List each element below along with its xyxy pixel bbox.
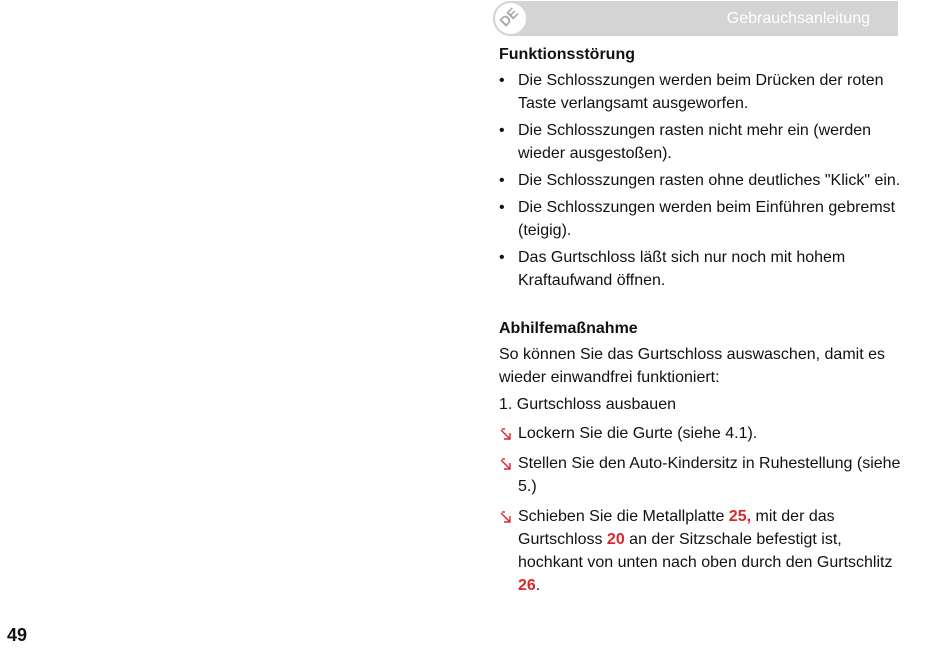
list-item: • Die Schlosszungen werden beim Einführen gebremst (teigig).	[499, 196, 904, 242]
part-reference-25: 25,	[728, 508, 752, 525]
action-text-part: .	[535, 577, 541, 594]
action-item	[499, 452, 904, 498]
malfunction-section	[499, 46, 904, 292]
malfunction-heading: Funktionsstörung	[499, 46, 635, 63]
language-badge	[493, 1, 528, 36]
header-bar	[493, 1, 898, 36]
malfunction-list	[499, 69, 904, 292]
remedy-heading: Abhilfemaßnahme	[499, 320, 638, 337]
action-text-part: mit der das Gurtschloss	[518, 508, 835, 548]
action-text: Lockern Sie die Gurte (siehe 4.1).	[518, 425, 758, 442]
step-heading: 1. Gurtschloss ausbauen	[499, 396, 676, 413]
list-item: • Die Schlosszungen rasten ohne deutliches "Klick" ein.	[499, 169, 904, 192]
action-item	[499, 505, 904, 597]
remedy-intro: So können Sie das Gurtschloss auswaschen, damit es wieder einwandfrei funktioniert:	[499, 346, 885, 386]
action-item	[499, 422, 904, 445]
language-badge-label: DE	[496, 4, 522, 30]
page-number: 49	[7, 625, 28, 645]
list-item: • Die Schlosszungen werden beim Drücken der roten Taste verlangsamt ausgeworfen.	[499, 69, 904, 115]
page-content	[499, 46, 904, 604]
arrow-down-right-icon	[499, 426, 515, 442]
action-text-part: an der Sitzschale befestigt ist, hochkant von unten nach oben durch den Gurtschlitz	[518, 531, 893, 571]
list-item: • Die Schlosszungen rasten nicht mehr ein (werden wieder ausgestoßen).	[499, 119, 904, 165]
action-text: Stellen Sie den Auto-Kindersitz in Ruhestellung (siehe 5.)	[518, 455, 901, 495]
action-list	[499, 422, 904, 597]
action-text-part: Schieben Sie die Metallplatte	[518, 508, 729, 525]
header-title: Gebrauchsanleitung	[726, 10, 870, 27]
arrow-down-right-icon	[499, 456, 515, 472]
remedy-section	[499, 320, 904, 597]
part-reference-26: 26	[518, 577, 536, 594]
arrow-down-right-icon	[499, 509, 515, 525]
part-reference-20: 20	[606, 531, 625, 548]
list-item: • Das Gurtschloss läßt sich nur noch mit hohem Kraftaufwand öffnen.	[499, 246, 904, 292]
